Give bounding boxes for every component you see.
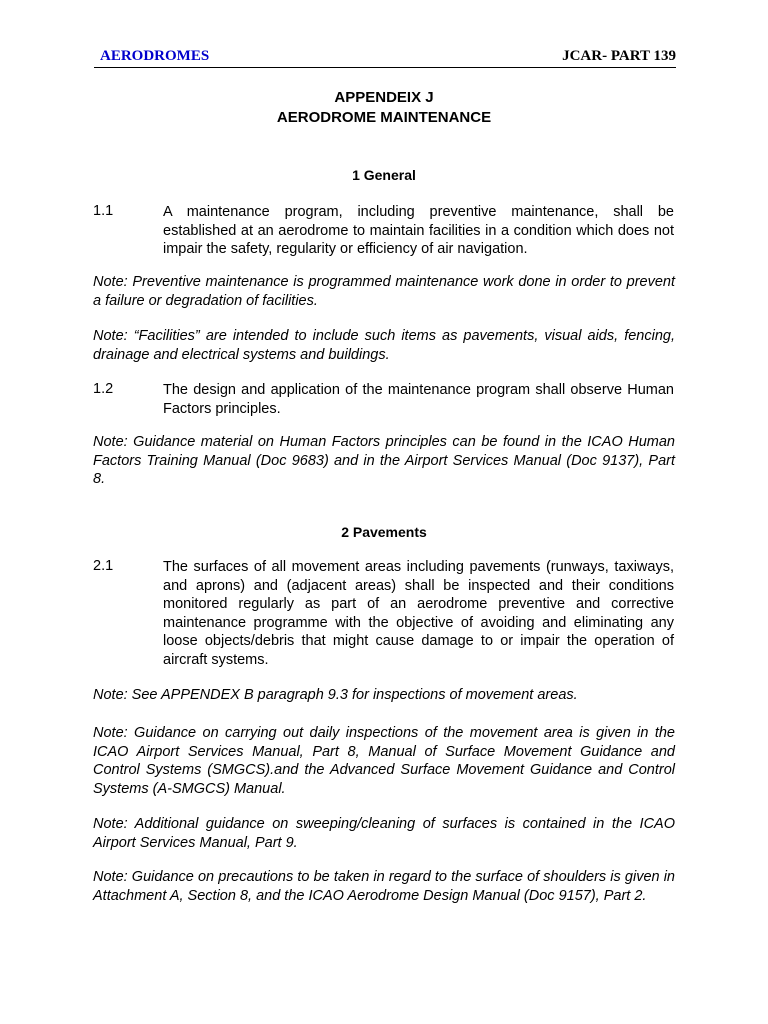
note-text: Note: Guidance material on Human Factors principles can be found in the ICAO Human Factors Training Manual (Doc 9683) and in the Airport Services Manual (Doc 9137), Part 8. [93,434,675,487]
section-heading-pavements: 2 Pavements [341,524,427,540]
paragraph-number: 1.1 [93,203,114,219]
note-text: Note: Guidance on carrying out daily inspections of the movement area is given in the ICAO Airport Services Manual, Part 8, Manual of Surface Movement Guidance and Control Systems (SMGCS).and the Advanced Surface Movement Guidance and Control Systems (A-SMGCS) Manual. [93,725,675,797]
appendix-title: APPENDEIX J [334,89,434,106]
section-heading-general: 1 General [352,167,416,183]
paragraph-number: 2.1 [93,558,114,574]
header-rule [94,67,676,68]
note-text: Note: Additional guidance on sweeping/cleaning of surfaces is contained in the ICAO Airport Services Manual, Part 9. [93,816,675,851]
header-right-title: JCAR- PART 139 [562,48,676,64]
paragraph-text: The design and application of the maintenance program shall observe Human Factors principles. [163,382,674,417]
appendix-subtitle: AERODROME MAINTENANCE [276,109,492,126]
paragraph-number: 1.2 [93,381,114,397]
note-text: Note: Guidance on precautions to be taken in regard to the surface of shoulders is given in Attachment A, Section 8, and the ICAO Aerodrome Design Manual (Doc 9157), Part 2. [93,869,675,904]
header-left-title: AERODROMES [100,48,210,64]
paragraph-text: The surfaces of all movement areas including pavements (runways, taxiways, and aprons) and (adjacent areas) shall be inspected and their conditions monitored regularly as part of an aerodrome preventive and corrective maintenance programme with the objective of avoiding and eliminating any loose objects/debris that might cause damage to or impair the operation of aircraft systems. [163,559,674,668]
note-text: Note: “Facilities” are intended to include such items as pavements, visual aids, fencing, drainage and electrical systems and buildings. [93,328,675,363]
note-text: Note: Preventive maintenance is programmed maintenance work done in order to prevent a failure or degradation of facilities. [93,274,675,309]
note-text: Note: See APPENDEX B paragraph 9.3 for inspections of movement areas. [93,687,578,703]
page-header [94,46,676,68]
paragraph-text: A maintenance program, including preventive maintenance, shall be established at an aerodrome to maintain facilities in a condition which does not impair the safety, regularity or efficiency of air navigation. [163,204,674,257]
